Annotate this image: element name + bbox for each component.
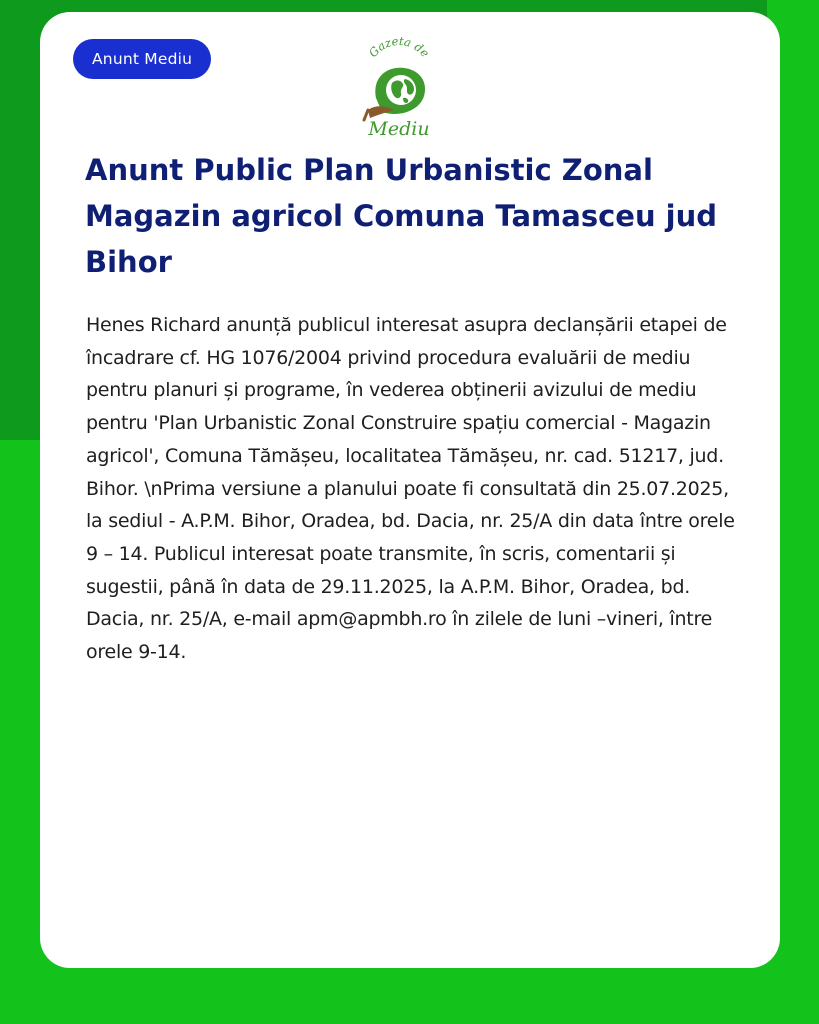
- gazeta-de-mediu-logo: [356, 32, 442, 140]
- article-body: Henes Richard anunță publicul interesat asupra declanșării etapei de încadrare cf. HG 1076/2004 privind procedura evaluării de mediu pentru planuri și programe, în vederea obținerii avizului de mediu pentru 'Plan Urbanistic Zonal Construire spațiu comercial - Magazin agricol', Comuna Tămășeu, localitatea Tămășeu, nr. cad. 51217, jud. Bihor. \nPrima versiune a planului poate fi consultată din 25.07.2025, la sediul - A.P.M. Bihor, Oradea, bd. Dacia, nr. 25/A din data între orele 9 – 14. Publicul interesat poate transmite, în scris, comentarii și sugestii, până în data de 29.11.2025, la A.P.M. Bihor, Oradea, bd. Dacia, nr. 25/A, e-mail apm@apmbh.ro în zilele de luni –vineri, între orele 9-14.: [86, 314, 735, 664]
- article-title: Anunt Public Plan Urbanistic Zonal Magazin agricol Comuna Tamasceu jud Bihor: [85, 153, 718, 279]
- stem-icon: [364, 110, 368, 120]
- logo-text-bottom: Mediu: [368, 118, 430, 140]
- logo-text-top: Gazeta de: [365, 33, 433, 60]
- announcement-card: [40, 12, 780, 968]
- category-badge[interactable]: Anunt Mediu: [73, 39, 211, 79]
